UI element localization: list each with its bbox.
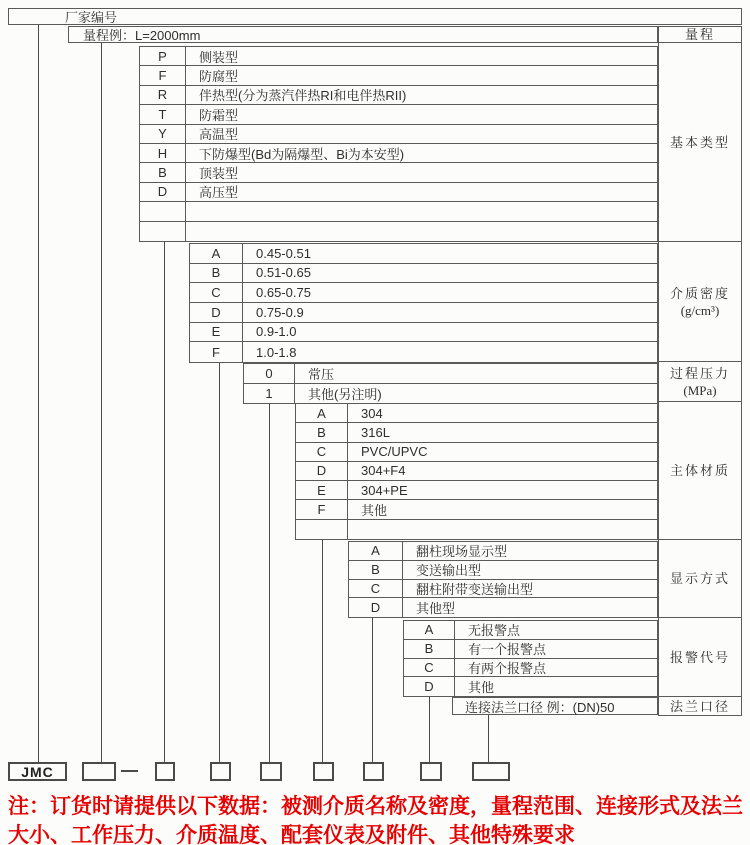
side-label-material: 主体材质 bbox=[659, 402, 741, 540]
desc-cell: 防腐型 bbox=[199, 69, 239, 85]
code-cell: R bbox=[140, 86, 186, 104]
desc-cell: 高压型 bbox=[199, 185, 239, 201]
side-label-flange: 法兰口径 bbox=[669, 698, 730, 714]
table-row bbox=[190, 264, 657, 284]
table-row bbox=[296, 423, 657, 442]
desc-cell: 304 bbox=[361, 405, 383, 421]
table-row bbox=[404, 621, 657, 640]
connector-line-alarm bbox=[429, 697, 430, 763]
model-code-box-alarm bbox=[420, 762, 442, 781]
model-prefix-label: JMC bbox=[21, 763, 54, 780]
code-cell: D bbox=[404, 677, 455, 696]
desc-cell: 翻柱附带变送输出型 bbox=[416, 581, 534, 597]
desc-cell: 304+PE bbox=[361, 482, 408, 498]
desc-cell: 0.51-0.65 bbox=[256, 265, 311, 281]
desc-cell: 无报警点 bbox=[468, 623, 521, 639]
connector-line-material bbox=[322, 540, 323, 763]
code-cell: P bbox=[140, 47, 186, 65]
factory-code-label: 厂家编号 bbox=[65, 10, 118, 25]
code-cell: F bbox=[190, 342, 243, 362]
table-row bbox=[296, 443, 657, 462]
code-cell: H bbox=[140, 144, 186, 162]
model-code-box-material bbox=[313, 762, 334, 781]
model-prefix-box bbox=[8, 762, 67, 781]
desc-cell bbox=[348, 520, 657, 539]
table-row bbox=[140, 202, 657, 221]
code-cell: A bbox=[404, 621, 455, 639]
table-row bbox=[140, 163, 657, 182]
code-cell: D bbox=[190, 303, 243, 322]
table-row bbox=[140, 125, 657, 144]
desc-cell: 0.75-0.9 bbox=[256, 304, 304, 320]
display-mode-table bbox=[348, 541, 658, 618]
table-row bbox=[296, 404, 657, 423]
desc-cell: 顶装型 bbox=[199, 166, 239, 182]
model-code-box-range bbox=[82, 762, 116, 781]
desc-cell bbox=[186, 202, 657, 220]
table-row bbox=[140, 86, 657, 105]
table-row bbox=[404, 677, 657, 696]
code-cell bbox=[140, 222, 186, 241]
code-cell: T bbox=[140, 105, 186, 123]
code-cell: Y bbox=[140, 125, 186, 143]
connector-line-flange bbox=[488, 715, 489, 763]
table-row bbox=[349, 580, 657, 599]
table-row bbox=[140, 222, 657, 241]
model-code-box-pressure bbox=[260, 762, 282, 781]
table-row bbox=[190, 283, 657, 303]
table-row bbox=[296, 462, 657, 481]
desc-cell: 下防爆型(Bd为隔爆型、Bi为本安型) bbox=[199, 146, 405, 162]
desc-cell: 高温型 bbox=[199, 127, 239, 143]
range-example-label: 量程例：L=2000mm bbox=[83, 28, 201, 43]
pressure-table bbox=[243, 363, 658, 404]
code-cell: D bbox=[140, 183, 186, 201]
code-cell: 0 bbox=[244, 364, 295, 383]
code-cell: E bbox=[190, 323, 243, 342]
table-row bbox=[244, 384, 657, 404]
code-cell: C bbox=[190, 283, 243, 302]
connector-line-factory bbox=[38, 25, 39, 763]
connector-line-basic bbox=[164, 242, 165, 763]
desc-cell: 其他(另注明) bbox=[308, 386, 382, 402]
code-cell: C bbox=[349, 580, 403, 598]
table-row bbox=[296, 500, 657, 519]
code-cell: B bbox=[296, 423, 348, 441]
code-cell bbox=[296, 520, 348, 539]
table-row bbox=[349, 598, 657, 617]
table-row bbox=[190, 342, 657, 362]
table-row bbox=[190, 323, 657, 343]
basic-type-table bbox=[139, 46, 658, 242]
code-cell: F bbox=[140, 66, 186, 84]
side-label-alarm: 报警代号 bbox=[659, 618, 741, 697]
category-label-column bbox=[658, 26, 742, 716]
desc-cell: 0.65-0.75 bbox=[256, 285, 311, 301]
code-cell: B bbox=[349, 561, 403, 579]
table-row bbox=[140, 47, 657, 66]
alarm-code-table bbox=[403, 620, 658, 697]
code-cell: B bbox=[190, 264, 243, 283]
table-row bbox=[349, 561, 657, 580]
code-cell: B bbox=[404, 640, 455, 658]
desc-cell: 其他型 bbox=[416, 601, 456, 617]
code-cell: C bbox=[296, 443, 348, 461]
table-row bbox=[404, 659, 657, 678]
ordering-note-line2: 大小、工作压力、介质温度、配套仪表及附件、其他特殊要求 bbox=[8, 824, 575, 845]
desc-cell: 1.0-1.8 bbox=[256, 344, 297, 360]
desc-cell: 304+F4 bbox=[361, 463, 406, 479]
desc-cell: 变送输出型 bbox=[416, 563, 482, 579]
dash-separator bbox=[121, 770, 138, 772]
code-cell: B bbox=[140, 163, 186, 181]
model-code-box-density bbox=[210, 762, 231, 781]
table-row bbox=[140, 183, 657, 202]
code-cell: A bbox=[349, 542, 403, 560]
connector-line-range bbox=[101, 43, 102, 763]
desc-cell: 有两个报警点 bbox=[468, 660, 547, 676]
side-label-display: 显示方式 bbox=[659, 540, 741, 618]
table-row bbox=[296, 481, 657, 500]
connector-line-display bbox=[372, 618, 373, 763]
ordering-note-line1: 注：订货时请提供以下数据：被测介质名称及密度，量程范围、连接形式及法兰 bbox=[8, 795, 743, 818]
desc-cell: 侧装型 bbox=[199, 49, 239, 65]
code-cell: D bbox=[296, 462, 348, 480]
range-example-box bbox=[68, 26, 658, 43]
connector-line-pressure bbox=[269, 404, 270, 763]
code-cell: E bbox=[296, 481, 348, 499]
table-row bbox=[140, 66, 657, 85]
desc-cell: 防霜型 bbox=[199, 107, 239, 123]
side-label-pressure: 过程压力 (MPa) bbox=[659, 362, 741, 402]
code-cell: A bbox=[296, 404, 348, 422]
factory-code-box bbox=[8, 8, 742, 25]
connector-line-density bbox=[219, 363, 220, 763]
code-cell: 1 bbox=[244, 384, 295, 404]
density-table bbox=[189, 243, 658, 363]
table-row bbox=[296, 520, 657, 539]
desc-cell: 其他 bbox=[361, 502, 388, 518]
code-cell: D bbox=[349, 598, 403, 617]
code-cell bbox=[140, 202, 186, 220]
desc-cell: 有一个报警点 bbox=[468, 642, 547, 658]
desc-cell: 常压 bbox=[308, 366, 335, 382]
flange-size-text: 连接法兰口径 例：(DN)50 bbox=[465, 699, 615, 715]
desc-cell: 伴热型(分为蒸汽伴热RI和电伴热RII) bbox=[199, 88, 407, 104]
ordering-note bbox=[8, 792, 748, 845]
side-label-range: 量程 bbox=[659, 27, 741, 43]
material-table bbox=[295, 403, 658, 540]
model-code-box-basic bbox=[155, 762, 175, 781]
table-row bbox=[190, 303, 657, 323]
table-row bbox=[140, 144, 657, 163]
desc-cell: 0.9-1.0 bbox=[256, 324, 297, 340]
table-row bbox=[244, 364, 657, 384]
table-row bbox=[349, 542, 657, 561]
code-cell: A bbox=[190, 244, 243, 263]
model-code-box-flange bbox=[472, 762, 510, 781]
desc-cell: PVC/UPVC bbox=[361, 444, 428, 460]
table-row bbox=[404, 640, 657, 659]
table-row bbox=[190, 244, 657, 264]
desc-cell: 翻柱现场显示型 bbox=[416, 544, 508, 560]
desc-cell: 316L bbox=[361, 424, 390, 440]
side-label-basic-type: 基本类型 bbox=[659, 43, 741, 242]
flange-size-row bbox=[452, 697, 658, 715]
code-cell: C bbox=[404, 659, 455, 677]
side-label-density: 介质密度 (g/cm³) bbox=[659, 242, 741, 362]
model-code-box-display bbox=[363, 762, 384, 781]
desc-cell: 0.45-0.51 bbox=[256, 245, 311, 261]
desc-cell bbox=[186, 222, 657, 241]
table-row bbox=[140, 105, 657, 124]
code-cell: F bbox=[296, 500, 348, 518]
desc-cell: 其他 bbox=[468, 680, 495, 696]
